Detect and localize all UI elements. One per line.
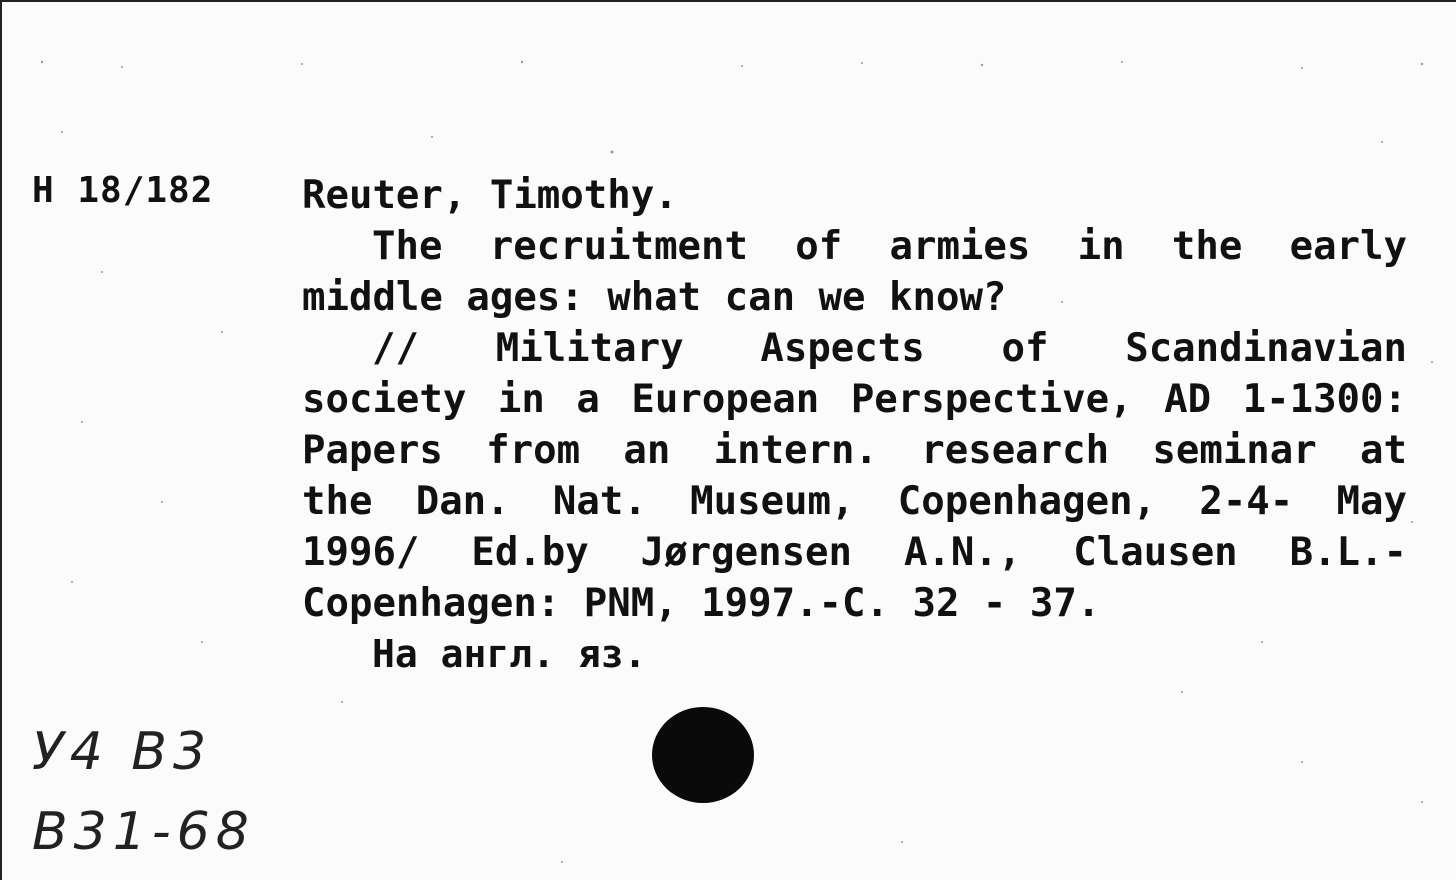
title-line: middle ages: what can we know? — [302, 275, 1007, 320]
bibliographic-entry — [302, 170, 1407, 680]
shelf-mark: H 18/182 — [32, 170, 214, 211]
language-note: На англ. яз. — [372, 632, 647, 676]
source-line: 1996/ Ed.by Jørgensen A.N., Clausen B.L.- — [302, 530, 1407, 575]
handwritten-call-number: В31-68 — [32, 802, 255, 862]
title-line: The recruitment of armies in the early — [372, 224, 1407, 269]
author-line: Reuter, Timothy. — [302, 173, 678, 218]
punch-hole — [652, 707, 754, 803]
source-line: society in a European Perspective, AD 1-1300: — [302, 377, 1407, 422]
imprint-line: Copenhagen: PNM, 1997.-C. 32 - 37. — [302, 581, 1101, 626]
source-line: the Dan. Nat. Museum, Copenhagen, 2-4- May — [302, 479, 1407, 524]
source-line: // Military Aspects of Scandinavian — [372, 326, 1407, 371]
source-line: Papers from an intern. research seminar at — [302, 428, 1407, 473]
handwritten-class-mark: У4 В3 — [32, 722, 213, 782]
